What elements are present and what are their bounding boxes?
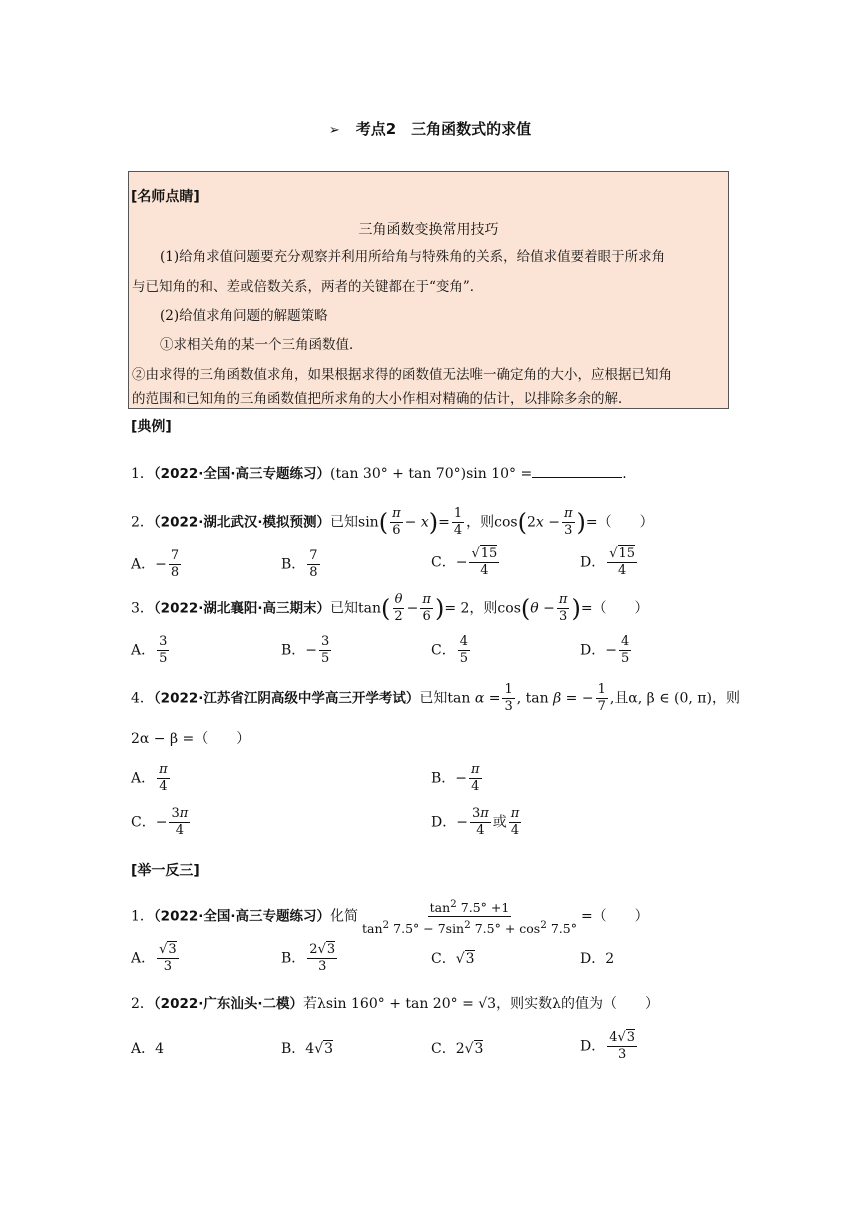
- tips-line-2: 与已知角的和、差或倍数关系，两者的关键都在于“变角”．: [132, 279, 484, 295]
- option-b[interactable]: B． $\frac{2√3}{3}$: [281, 942, 336, 974]
- question-source: （2022·广东汕头·二模）: [153, 996, 304, 1012]
- question-text: 化简: [330, 908, 359, 925]
- option-label: A．: [131, 556, 156, 573]
- tips-line-3: (2)给值求角问题的解题策略: [160, 308, 328, 324]
- option-a[interactable]: A． $\frac{\pi}{4}$: [131, 762, 168, 794]
- option-label: B．: [281, 950, 306, 967]
- option-label: C．: [431, 554, 456, 571]
- option-c[interactable]: C．− $\frac{√15}{4}$: [431, 546, 498, 578]
- option-b[interactable]: B． $\frac{7}{8}$: [281, 548, 318, 580]
- question-expression: (tan 30° + tan 70°)sin 10° =: [330, 466, 533, 482]
- question-text: 已知: [419, 690, 448, 707]
- option-b[interactable]: B．4√3: [281, 1041, 334, 1057]
- option-c[interactable]: C．√3: [431, 951, 475, 967]
- question-text: ，则: [469, 600, 498, 617]
- example-3: 3．（2022·湖北襄阳·高三期末）已知tan( $\frac{\theta}{2}$ − $\frac{\pi}{6}$ )= 2，则cos(θ − $\frac{\pi}{3}$ )=（ ）: [131, 592, 649, 624]
- tips-heading: [名师点睛]: [131, 189, 200, 205]
- option-label: C．: [131, 814, 156, 831]
- example-1: [131, 462, 627, 483]
- question-source: （2022·全国·高三专题练习）: [153, 908, 331, 925]
- option-d[interactable]: [580, 948, 614, 968]
- option-a[interactable]: A． $\frac{√3}{3}$: [131, 942, 177, 974]
- option-label: B．: [281, 1041, 306, 1057]
- option-a[interactable]: A．− $\frac{7}{8}$: [131, 548, 180, 580]
- question-text: 若: [303, 996, 318, 1012]
- option-value: 4: [155, 1041, 165, 1057]
- question-source: （2022·湖北武汉·模拟预测）: [153, 514, 331, 531]
- answer-blank: [532, 463, 622, 478]
- tips-subtitle: 三角函数变换常用技巧: [358, 222, 499, 238]
- option-label: A．: [131, 642, 156, 659]
- question-text: 且α, β ∈ (0, π)，则: [614, 690, 740, 707]
- option-c[interactable]: C．− $\frac{3\pi}{4}$: [131, 806, 189, 838]
- option-a[interactable]: A． $\frac{3}{5}$: [131, 634, 168, 666]
- option-label: D．: [580, 642, 606, 659]
- option-label: D．: [431, 814, 457, 831]
- option-value: 2: [605, 951, 615, 967]
- option-label: D．: [580, 951, 606, 967]
- tips-line-4: ①求相关角的某一个三角函数值．: [160, 337, 363, 353]
- tips-line-1: (1)给角求值问题要充分观察并利用所给角与特殊角的关系，给值求值要着眼于所求角: [160, 249, 666, 265]
- option-label: C．: [431, 1041, 456, 1057]
- option-label: D．: [580, 554, 606, 571]
- option-d[interactable]: D．− $\frac{3\pi}{4}$ 或 $\frac{\pi}{4}$: [431, 806, 520, 838]
- option-b[interactable]: B．− $\frac{3}{5}$: [281, 634, 330, 666]
- example-4: 4．（2022·江苏省江阴高级中学高三开学考试）已知tan α = $\frac{1}{3}$ , tan β = − $\frac{1}{7}$ ,且α, β ∈ (0, π)，则: [131, 682, 740, 714]
- option-label: B．: [281, 556, 306, 573]
- question-number: 1．: [131, 466, 154, 482]
- practice-heading: [举一反三]: [131, 863, 200, 879]
- tips-line-6: 的范围和已知角的三角函数值把所求角的大小作相对精确的估计，以排除多余的解．: [132, 391, 632, 407]
- question-number: 4．: [131, 690, 154, 707]
- option-label: A．: [131, 770, 156, 787]
- question-number: 1．: [131, 908, 154, 925]
- section-title: [0, 118, 860, 139]
- question-end: .: [622, 466, 627, 482]
- tips-line-5: ②由求得的三角函数值求角，如果根据求得的函数值无法唯一确定角的大小，应根据已知角: [132, 367, 672, 383]
- option-d[interactable]: D． $\frac{√15}{4}$: [580, 546, 636, 578]
- option-c[interactable]: C． $\frac{4}{5}$: [431, 634, 468, 666]
- option-a[interactable]: [131, 1038, 164, 1058]
- option-label: C．: [431, 951, 456, 967]
- practice-2: [131, 992, 659, 1013]
- option-b[interactable]: B．− $\frac{\pi}{4}$: [431, 762, 480, 794]
- arrow-icon: ➢: [328, 123, 340, 138]
- option-label: D．: [580, 1038, 606, 1055]
- option-label: C．: [431, 642, 456, 659]
- option-d[interactable]: D．− $\frac{4}{5}$: [580, 634, 630, 666]
- question-source: （2022·湖北襄阳·高三期末）: [153, 600, 331, 617]
- option-label: A．: [131, 950, 156, 967]
- example-2: 2．（2022·湖北武汉·模拟预测）已知sin( $\frac{\pi}{6}$ − x)= $\frac{1}{4}$ ，则cos(2x − $\frac{\pi}{3}$ )=（ ）: [131, 506, 654, 538]
- question-text: 已知: [330, 514, 359, 531]
- question-end: =（ ）: [585, 514, 654, 531]
- question-number: 3．: [131, 600, 154, 617]
- option-label: B．: [281, 642, 306, 659]
- option-d[interactable]: D． $\frac{4√3}{3}$: [580, 1030, 636, 1062]
- question-text: ，则实数λ的值为（ ）: [496, 996, 659, 1012]
- question-number: 2．: [131, 996, 154, 1012]
- question-source: （2022·江苏省江阴高级中学高三开学考试）: [153, 690, 420, 707]
- question-source: （2022·全国·高三专题练习）: [153, 466, 331, 482]
- question-text: 已知: [330, 600, 359, 617]
- or-text: 或: [492, 814, 507, 831]
- examples-heading: [典例]: [131, 419, 172, 435]
- question-number: 2．: [131, 514, 154, 531]
- option-label: A．: [131, 1041, 156, 1057]
- section-title-text: 考点2 三角函数式的求值: [355, 120, 532, 138]
- option-c[interactable]: C．2√3: [431, 1041, 484, 1057]
- option-label: B．: [431, 770, 456, 787]
- question-expression: λsin 160° + tan 20° = √3: [317, 996, 497, 1012]
- practice-1: 1．（2022·全国·高三专题练习）化简 $\frac{\tan^2 7.5^\circ +1}{\tan^2 7.5^\circ - 7\sin^2 7.5^\circ + \cos^2 7.5^\circ}$ =（ ）: [131, 898, 649, 937]
- question-end: =（ ）: [580, 600, 649, 617]
- question-text: ，则: [466, 514, 495, 531]
- example-4-line-2: 2α − β =（ ）: [131, 731, 251, 747]
- question-end: =（ ）: [580, 908, 649, 925]
